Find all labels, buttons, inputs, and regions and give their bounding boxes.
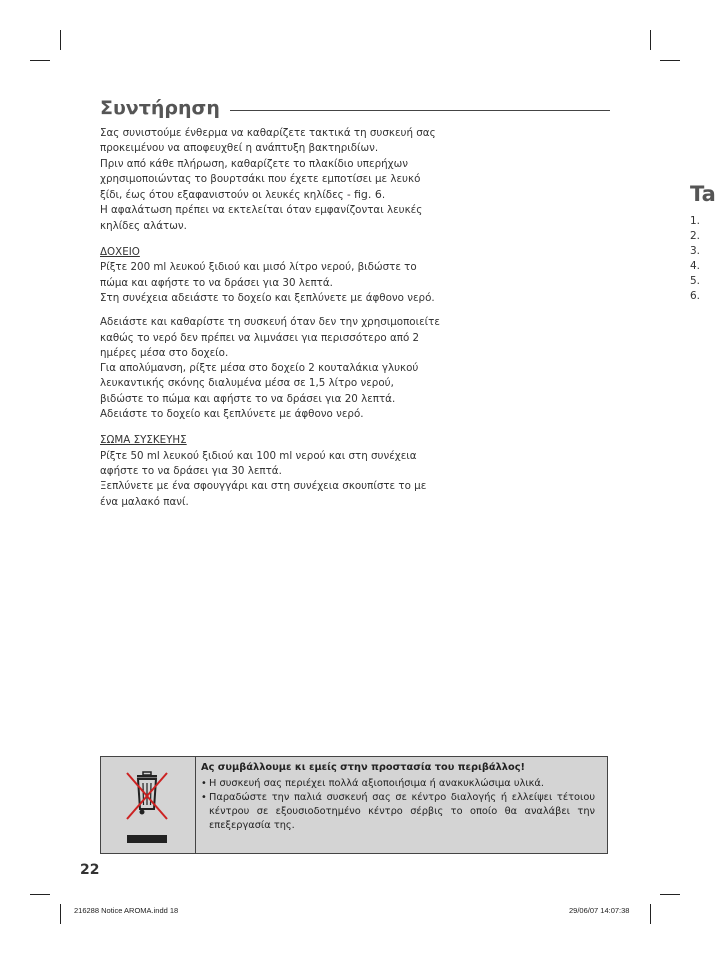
- page-title: Συντήρηση: [100, 97, 220, 119]
- page-number: 22: [80, 862, 100, 878]
- body-section-title: ΣΩΜΑ ΣΥΣΚΕΥΗΣ: [100, 434, 187, 447]
- list-item: 4.: [690, 260, 701, 272]
- spacer: [100, 422, 440, 431]
- crop-mark: [650, 904, 651, 924]
- cleaning-end: .: [381, 189, 386, 202]
- bullet: •: [201, 792, 207, 803]
- tank-paragraph: Ρίξτε 200 ml λευκού ξιδιού και μισό λίτρο νερού, βιδώστε το πώμα και αφήστε το να δράσει για 30 λεπτά.: [100, 261, 417, 289]
- list-item: [201, 791, 595, 833]
- spacer: [100, 306, 440, 315]
- tank-paragraph: Για απολύμανση, ρίξτε μέσα στο δοχείο 2 κουταλάκια γλυκού λευκαντικής σκόνης διαλυμένα μέσα σε 1,5 λίτρο νερού, βιδώστε το πώμα και αφήστε το να δράσει για 20 λεπτά.: [100, 362, 419, 405]
- crossed-out-wheelie-bin-icon: [123, 769, 171, 845]
- tank-paragraph: Αδειάστε το δοχείο και ξεπλύνετε με άφθονο νερό.: [100, 408, 364, 421]
- crop-mark: [660, 60, 680, 61]
- list-item: 6.: [690, 290, 701, 302]
- cleaning-text: Πριν από κάθε πλήρωση, καθαρίζετε το πλακίδιο υπερήχων χρησιμοποιώντας το βουρτσάκι που έχετε εμποτίσει με λευκό ξίδι, έως ότου εξαφανιστούν οι λευκές κηλίδες -: [100, 157, 421, 202]
- list-item: 3.: [690, 245, 701, 257]
- environment-text: [201, 761, 595, 833]
- list-item-text: Παραδώστε την παλιά συσκευή σας σε κέντρο διαλογής ή ελλείψει τέτοιου κέντρου σε εξουσιοδοτημένο κέντρο σέρβις το οποίο θα αναλάβει την επεξεργασία της.: [209, 792, 595, 831]
- footer-filename: 216288 Notice AROMA.indd 18: [74, 906, 179, 915]
- bullet: •: [201, 778, 207, 789]
- environment-notice: [100, 756, 608, 854]
- next-page-list: [690, 214, 700, 304]
- tank-paragraph: Στη συνέχεια αδειάστε το δοχείο και ξεπλύνετε με άφθονο νερό.: [100, 291, 435, 304]
- figure-reference: fig. 6: [353, 188, 382, 202]
- list-item: 2.: [690, 230, 701, 242]
- environment-title: Ας συμβάλλουμε κι εμείς στην προστασία του περιβάλλος!: [201, 762, 525, 773]
- body-paragraph: Ρίξτε 50 ml λευκού ξιδιού και 100 ml νερού και στη συνέχεια αφήστε το να δράσει για 30 λεπτά.: [100, 449, 417, 477]
- box-divider: [195, 757, 196, 853]
- list-item: 1.: [690, 215, 701, 227]
- tank-section-title: ΔΟΧΕΙΟ: [100, 246, 140, 259]
- next-page-heading: Ta: [690, 182, 716, 206]
- list-item: [201, 777, 595, 791]
- descaling-paragraph: Η αφαλάτωση πρέπει να εκτελείται όταν εμφανίζονται λευκές κηλίδες αλάτων.: [100, 204, 423, 232]
- heading-rule: [230, 110, 610, 111]
- intro-paragraph: Σας συνιστούμε ένθερμα να καθαρίζετε τακτικά τη συσκευή σας προκειμένου να αποφευχθεί η ανάπτυξη βακτηριδίων.: [100, 127, 436, 155]
- crop-mark: [650, 30, 651, 50]
- tank-paragraph: Αδειάστε και καθαρίστε τη συσκευή όταν δεν την χρησιμοποιείτε καθώς το νερό δεν πρέπει να λιμνάσει για περισσότερο από 2 ημέρες μέσα στο δοχείο.: [100, 316, 440, 359]
- list-item: 5.: [690, 275, 701, 287]
- maintenance-text: [100, 126, 440, 510]
- crop-mark: [60, 904, 61, 924]
- spacer: [100, 234, 440, 243]
- crop-mark: [660, 894, 680, 895]
- body-paragraph: Ξεπλύνετε με ένα σφουγγάρι και στη συνέχεια σκουπίστε το με ένα μαλακό πανί.: [100, 480, 427, 508]
- section-heading: [100, 96, 610, 120]
- crop-mark: [30, 60, 50, 61]
- cleaning-paragraph: [100, 157, 440, 204]
- list-item-text: Η συσκευή σας περιέχει πολλά αξιοποιήσιμα ή ανακυκλώσιμα υλικά.: [209, 778, 544, 789]
- crop-mark: [60, 30, 61, 50]
- crop-mark: [30, 894, 50, 895]
- footer-timestamp: 29/06/07 14:07:38: [569, 906, 630, 915]
